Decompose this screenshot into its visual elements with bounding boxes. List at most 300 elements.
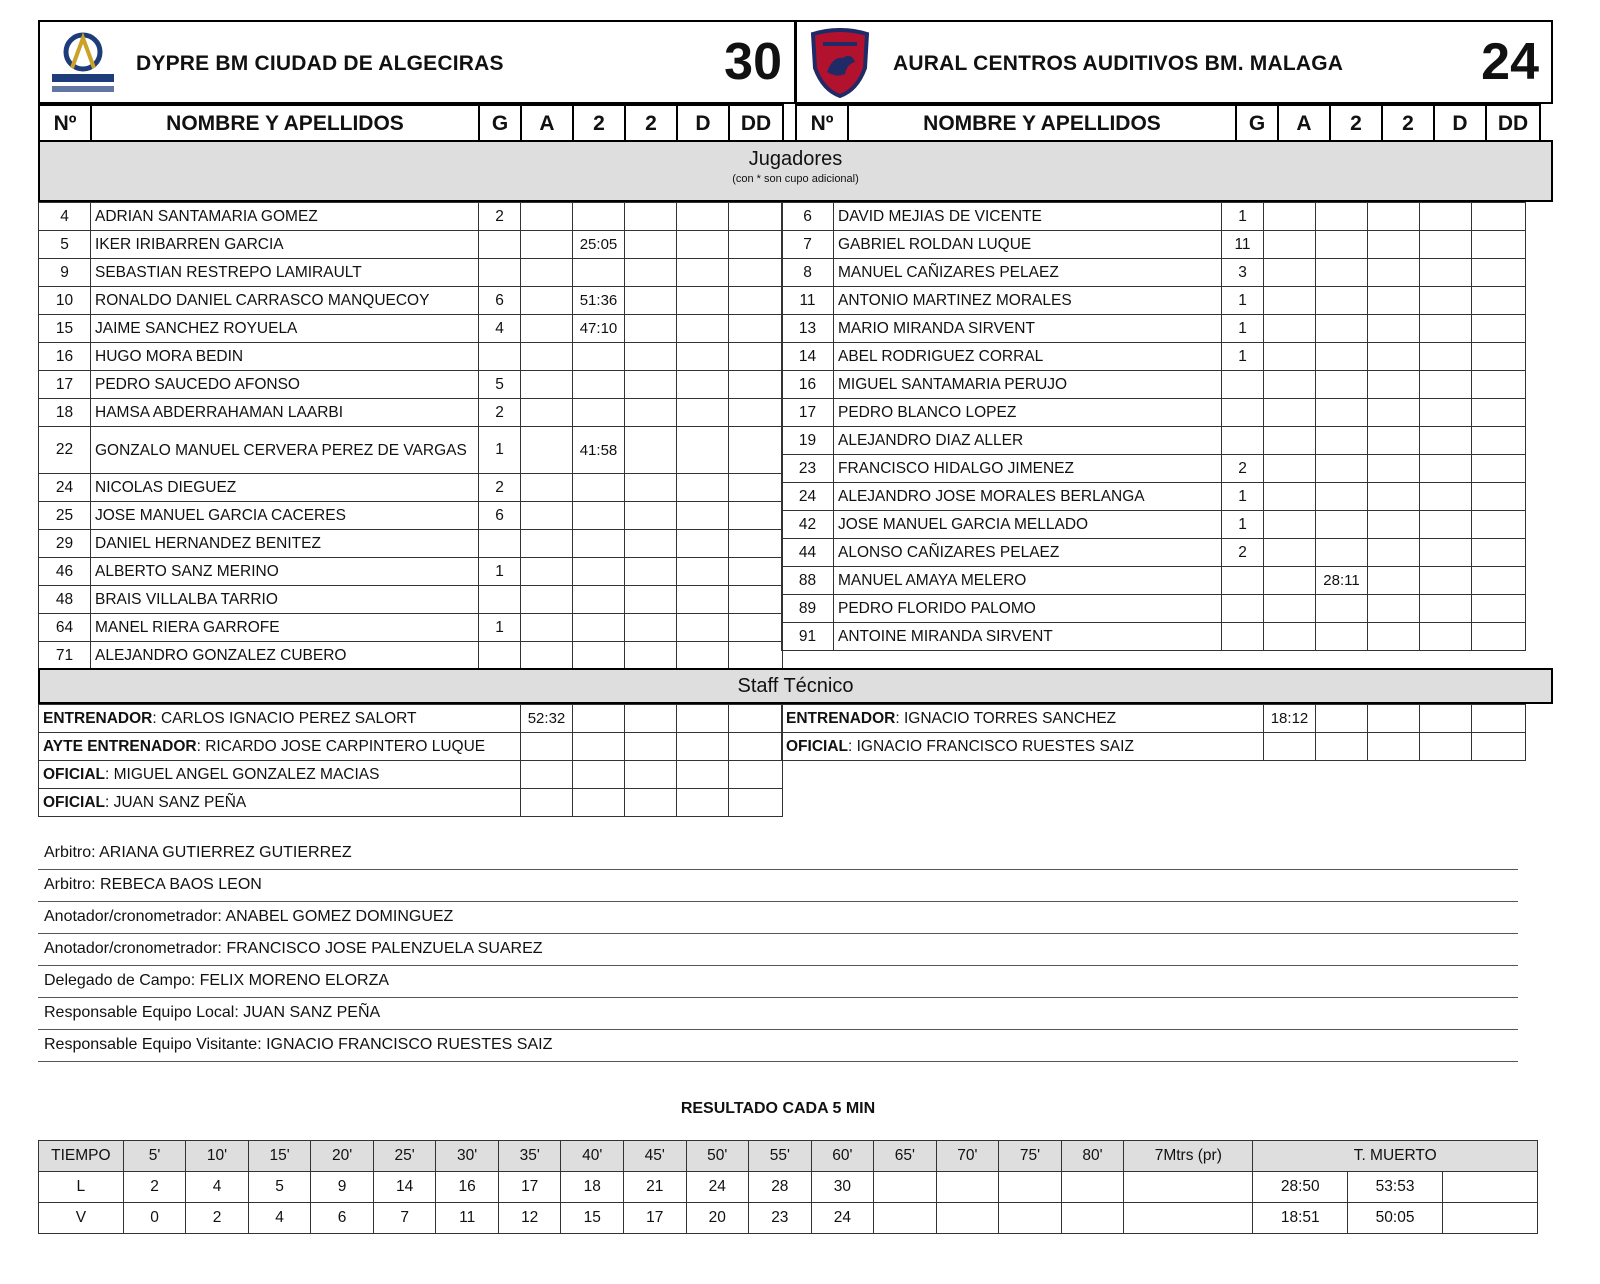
- player-suspension-1: [1316, 511, 1368, 539]
- officials-list: [38, 838, 1518, 1062]
- player-warning: [521, 371, 573, 399]
- player-row: [39, 399, 783, 427]
- player-suspension-1: [1316, 595, 1368, 623]
- player-name: MANUEL CAÑIZARES PELAEZ: [834, 259, 1222, 287]
- player-dq-report: [1472, 371, 1526, 399]
- player-warning: [521, 231, 573, 259]
- player-warning: [521, 642, 573, 670]
- player-name: ANTONIO MARTINEZ MORALES: [834, 287, 1222, 315]
- player-number: 25: [39, 502, 91, 530]
- player-dq-report: [729, 614, 783, 642]
- player-number: 14: [782, 343, 834, 371]
- staff-penalty-cell: [1316, 705, 1368, 733]
- col-d: D: [677, 105, 729, 143]
- col-dd: DD: [1486, 105, 1540, 143]
- player-name: PEDRO SAUCEDO AFONSO: [91, 371, 479, 399]
- staff-member: [39, 733, 521, 761]
- staff-role: ENTRENADOR: [43, 709, 153, 727]
- player-suspension-1: [1316, 371, 1368, 399]
- player-disqualification: [1420, 455, 1472, 483]
- col-dd: DD: [729, 105, 783, 143]
- player-dq-report: [729, 558, 783, 586]
- player-warning: [1264, 203, 1316, 231]
- player-number: 18: [39, 399, 91, 427]
- player-suspension-2: [1368, 315, 1420, 343]
- players-section-header: [38, 140, 1553, 202]
- player-number: 16: [782, 371, 834, 399]
- player-disqualification: [677, 203, 729, 231]
- results-row: [39, 1172, 1538, 1203]
- results-period-header: 35': [498, 1141, 561, 1172]
- player-disqualification: [1420, 315, 1472, 343]
- player-dq-report: [1472, 427, 1526, 455]
- player-suspension-1: [573, 530, 625, 558]
- results-title: RESULTADO CADA 5 MIN: [680, 1100, 876, 1117]
- player-warning: [521, 558, 573, 586]
- players-note: (con * son cupo adicional): [732, 173, 859, 185]
- results-score-cell: [936, 1203, 999, 1234]
- player-suspension-1: [1316, 623, 1368, 651]
- player-dq-report: [729, 586, 783, 614]
- home-staff-table: [38, 704, 783, 817]
- player-row: [39, 502, 783, 530]
- staff-name: : CARLOS IGNACIO PEREZ SALORT: [152, 709, 417, 727]
- player-dq-report: [1472, 623, 1526, 651]
- staff-section-header: Staff Técnico: [38, 668, 1553, 704]
- player-warning: [1264, 315, 1316, 343]
- player-name: ALEJANDRO GONZALEZ CUBERO: [91, 642, 479, 670]
- results-period-header: 5': [123, 1141, 186, 1172]
- results-team-label: L: [39, 1172, 124, 1203]
- player-suspension-1: [573, 502, 625, 530]
- staff-penalty-cell: [677, 761, 729, 789]
- results-period-header: 75': [999, 1141, 1062, 1172]
- player-suspension-1: [573, 259, 625, 287]
- player-row: [39, 343, 783, 371]
- results-score-cell: 5: [248, 1172, 311, 1203]
- player-disqualification: [1420, 343, 1472, 371]
- player-disqualification: [1420, 231, 1472, 259]
- col-g: G: [479, 105, 521, 143]
- player-number: 22: [39, 427, 91, 474]
- player-name: DAVID MEJIAS DE VICENTE: [834, 203, 1222, 231]
- player-goals: 6: [479, 502, 521, 530]
- results-score-cell: 15: [561, 1203, 624, 1234]
- player-goals: 5: [479, 371, 521, 399]
- player-suspension-2: [1368, 539, 1420, 567]
- player-suspension-2: [625, 642, 677, 670]
- player-warning: [521, 614, 573, 642]
- player-dq-report: [729, 642, 783, 670]
- player-disqualification: [1420, 567, 1472, 595]
- player-row: [39, 259, 783, 287]
- player-number: 46: [39, 558, 91, 586]
- results-period-header: 65': [874, 1141, 937, 1172]
- player-row: [39, 203, 783, 231]
- player-number: 89: [782, 595, 834, 623]
- player-number: 10: [39, 287, 91, 315]
- player-suspension-1: [573, 371, 625, 399]
- player-suspension-2: [1368, 343, 1420, 371]
- player-disqualification: [1420, 203, 1472, 231]
- player-goals: 3: [1222, 259, 1264, 287]
- player-number: 48: [39, 586, 91, 614]
- player-name: ALBERTO SANZ MERINO: [91, 558, 479, 586]
- player-row: [39, 474, 783, 502]
- results-score-cell: 11: [436, 1203, 499, 1234]
- player-disqualification: [1420, 427, 1472, 455]
- player-warning: [521, 343, 573, 371]
- player-goals: [1222, 623, 1264, 651]
- player-dq-report: [729, 502, 783, 530]
- player-goals: 1: [1222, 511, 1264, 539]
- player-disqualification: [677, 343, 729, 371]
- player-disqualification: [1420, 623, 1472, 651]
- player-dq-report: [1472, 483, 1526, 511]
- player-suspension-1: 47:10: [573, 315, 625, 343]
- player-row: [782, 399, 1526, 427]
- staff-warning: 18:12: [1264, 705, 1316, 733]
- results-row: [39, 1203, 1538, 1234]
- results-period-header: 40': [561, 1141, 624, 1172]
- player-row: [782, 623, 1526, 651]
- player-goals: 1: [479, 614, 521, 642]
- player-goals: 11: [1222, 231, 1264, 259]
- player-name: MARIO MIRANDA SIRVENT: [834, 315, 1222, 343]
- home-team-name: DYPRE BM CIUDAD DE ALGECIRAS: [136, 52, 504, 75]
- staff-role: OFICIAL: [43, 793, 105, 811]
- player-name: PEDRO FLORIDO PALOMO: [834, 595, 1222, 623]
- player-goals: [479, 530, 521, 558]
- staff-member: [39, 761, 521, 789]
- results-score-cell: [999, 1172, 1062, 1203]
- results-score-cell: 18: [561, 1172, 624, 1203]
- player-dq-report: [729, 231, 783, 259]
- staff-penalty-cell: [573, 733, 625, 761]
- player-number: 9: [39, 259, 91, 287]
- player-name: NICOLAS DIEGUEZ: [91, 474, 479, 502]
- staff-penalty-cell: [573, 705, 625, 733]
- player-warning: [1264, 539, 1316, 567]
- player-suspension-2: [1368, 511, 1420, 539]
- player-warning: [521, 502, 573, 530]
- player-suspension-1: [1316, 231, 1368, 259]
- player-disqualification: [677, 259, 729, 287]
- player-suspension-1: [573, 586, 625, 614]
- player-suspension-1: 51:36: [573, 287, 625, 315]
- official-line: Responsable Equipo Local: JUAN SANZ PEÑA: [38, 998, 1518, 1030]
- results-score-cell: [1124, 1203, 1253, 1234]
- player-row: [39, 287, 783, 315]
- player-disqualification: [677, 558, 729, 586]
- results-score-cell: 7: [373, 1203, 436, 1234]
- player-suspension-2: [1368, 427, 1420, 455]
- player-disqualification: [1420, 483, 1472, 511]
- player-number: 13: [782, 315, 834, 343]
- player-disqualification: [677, 502, 729, 530]
- player-goals: [1222, 399, 1264, 427]
- player-warning: [521, 427, 573, 474]
- player-suspension-1: [1316, 203, 1368, 231]
- player-number: 23: [782, 455, 834, 483]
- staff-penalty-cell: [625, 733, 677, 761]
- away-staff-table: [781, 704, 1526, 761]
- staff-penalty-cell: [1420, 733, 1472, 761]
- results-score-cell: 20: [686, 1203, 749, 1234]
- player-disqualification: [1420, 371, 1472, 399]
- staff-penalty-cell: [1472, 705, 1526, 733]
- staff-penalty-cell: [573, 761, 625, 789]
- staff-name: : RICARDO JOSE CARPINTERO LUQUE: [196, 737, 486, 755]
- col-2min-2: 2: [1382, 105, 1434, 143]
- player-goals: 4: [479, 315, 521, 343]
- results-period-header: 45': [623, 1141, 686, 1172]
- official-line: Delegado de Campo: FELIX MORENO ELORZA: [38, 966, 1518, 998]
- player-warning: [521, 315, 573, 343]
- results-score-cell: 16: [436, 1172, 499, 1203]
- staff-row: [39, 705, 783, 733]
- player-number: 17: [782, 399, 834, 427]
- player-warning: [1264, 595, 1316, 623]
- player-name: IKER IRIBARREN GARCIA: [91, 231, 479, 259]
- player-warning: [521, 586, 573, 614]
- player-number: 11: [782, 287, 834, 315]
- results-period-header: 70': [936, 1141, 999, 1172]
- player-warning: [521, 399, 573, 427]
- player-goals: [479, 259, 521, 287]
- results-score-cell: [1061, 1203, 1124, 1234]
- player-dq-report: [1472, 539, 1526, 567]
- player-dq-report: [729, 203, 783, 231]
- player-number: 4: [39, 203, 91, 231]
- player-number: 19: [782, 427, 834, 455]
- player-disqualification: [1420, 287, 1472, 315]
- results-table: [38, 1140, 1538, 1234]
- player-number: 7: [782, 231, 834, 259]
- player-dq-report: [1472, 259, 1526, 287]
- player-name: HAMSA ABDERRAHAMAN LAARBI: [91, 399, 479, 427]
- players-title: Jugadores: [748, 148, 843, 170]
- player-row: [782, 259, 1526, 287]
- player-warning: [1264, 455, 1316, 483]
- player-goals: 1: [479, 558, 521, 586]
- staff-penalty-cell: [625, 761, 677, 789]
- player-suspension-1: [573, 474, 625, 502]
- player-suspension-2: [625, 474, 677, 502]
- player-name: JOSE MANUEL GARCIA CACERES: [91, 502, 479, 530]
- results-timeout-cell: [1442, 1203, 1537, 1234]
- player-suspension-2: [1368, 455, 1420, 483]
- player-dq-report: [1472, 511, 1526, 539]
- player-name: JAIME SANCHEZ ROYUELA: [91, 315, 479, 343]
- player-suspension-2: [1368, 287, 1420, 315]
- player-name: MIGUEL SANTAMARIA PERUJO: [834, 371, 1222, 399]
- player-suspension-1: [1316, 399, 1368, 427]
- away-team-header: [795, 20, 1553, 104]
- player-disqualification: [677, 287, 729, 315]
- player-suspension-2: [1368, 623, 1420, 651]
- home-column-headers: [38, 104, 784, 144]
- player-goals: [479, 343, 521, 371]
- player-dq-report: [1472, 343, 1526, 371]
- player-number: 64: [39, 614, 91, 642]
- results-score-cell: 0: [123, 1203, 186, 1234]
- results-period-header: 80': [1061, 1141, 1124, 1172]
- player-suspension-1: [1316, 287, 1368, 315]
- player-disqualification: [1420, 399, 1472, 427]
- results-score-cell: [1124, 1172, 1253, 1203]
- staff-member: [39, 705, 521, 733]
- player-suspension-2: [625, 287, 677, 315]
- player-goals: 2: [479, 399, 521, 427]
- col-a: A: [1278, 105, 1330, 143]
- staff-row: [39, 761, 783, 789]
- player-number: 42: [782, 511, 834, 539]
- player-name: GONZALO MANUEL CERVERA PEREZ DE VARGAS: [91, 427, 479, 474]
- results-score-cell: [1061, 1172, 1124, 1203]
- player-disqualification: [1420, 511, 1472, 539]
- player-dq-report: [729, 474, 783, 502]
- away-team-name: AURAL CENTROS AUDITIVOS BM. MALAGA: [893, 52, 1344, 75]
- player-suspension-2: [1368, 259, 1420, 287]
- player-number: 16: [39, 343, 91, 371]
- player-warning: [1264, 483, 1316, 511]
- player-suspension-2: [1368, 567, 1420, 595]
- player-disqualification: [1420, 595, 1472, 623]
- staff-penalty-cell: [1420, 705, 1472, 733]
- player-goals: [1222, 371, 1264, 399]
- results-score-cell: 2: [123, 1172, 186, 1203]
- player-row: [782, 231, 1526, 259]
- player-goals: [479, 586, 521, 614]
- player-row: [39, 231, 783, 259]
- player-number: 71: [39, 642, 91, 670]
- results-score-cell: 17: [498, 1172, 561, 1203]
- player-number: 24: [782, 483, 834, 511]
- player-dq-report: [1472, 315, 1526, 343]
- results-period-header: 60': [811, 1141, 874, 1172]
- player-suspension-2: [625, 586, 677, 614]
- results-score-cell: [874, 1203, 937, 1234]
- player-suspension-2: [625, 502, 677, 530]
- results-time-header: TIEMPO: [39, 1141, 124, 1172]
- results-score-cell: 24: [686, 1172, 749, 1203]
- results-period-header: 10': [186, 1141, 249, 1172]
- results-score-cell: 14: [373, 1172, 436, 1203]
- player-suspension-2: [625, 427, 677, 474]
- player-suspension-2: [625, 530, 677, 558]
- results-period-header: 20': [311, 1141, 374, 1172]
- results-score-cell: 6: [311, 1203, 374, 1234]
- player-warning: [521, 287, 573, 315]
- player-suspension-1: [1316, 483, 1368, 511]
- player-suspension-1: [1316, 259, 1368, 287]
- player-number: 88: [782, 567, 834, 595]
- staff-penalty-cell: [573, 789, 625, 817]
- player-goals: 1: [1222, 343, 1264, 371]
- player-disqualification: [677, 231, 729, 259]
- player-goals: [479, 642, 521, 670]
- player-goals: 1: [1222, 483, 1264, 511]
- staff-warning: [1264, 733, 1316, 761]
- player-goals: 1: [479, 427, 521, 474]
- official-line: Arbitro: REBECA BAOS LEON: [38, 870, 1518, 902]
- col-num: Nº: [39, 105, 91, 143]
- results-timeout-cell: 53:53: [1348, 1172, 1443, 1203]
- player-disqualification: [677, 614, 729, 642]
- player-number: 44: [782, 539, 834, 567]
- player-warning: [1264, 567, 1316, 595]
- player-row: [39, 530, 783, 558]
- player-number: 17: [39, 371, 91, 399]
- player-row: [782, 483, 1526, 511]
- results-score-cell: 12: [498, 1203, 561, 1234]
- staff-penalty-cell: [677, 789, 729, 817]
- player-suspension-2: [625, 614, 677, 642]
- results-score-cell: 23: [749, 1203, 812, 1234]
- player-warning: [521, 530, 573, 558]
- player-disqualification: [677, 427, 729, 474]
- player-dq-report: [1472, 287, 1526, 315]
- results-score-cell: 9: [311, 1172, 374, 1203]
- results-period-header: 15': [248, 1141, 311, 1172]
- col-g: G: [1236, 105, 1278, 143]
- col-num: Nº: [796, 105, 848, 143]
- player-warning: [521, 203, 573, 231]
- home-team-header: [38, 20, 796, 104]
- player-dq-report: [1472, 399, 1526, 427]
- player-number: 8: [782, 259, 834, 287]
- player-row: [39, 315, 783, 343]
- staff-row: [39, 789, 783, 817]
- player-suspension-1: [573, 399, 625, 427]
- player-warning: [1264, 399, 1316, 427]
- player-goals: [1222, 595, 1264, 623]
- staff-penalty-cell: [729, 761, 783, 789]
- player-row: [39, 642, 783, 670]
- player-dq-report: [729, 371, 783, 399]
- player-dq-report: [729, 315, 783, 343]
- away-team-score: 24: [1481, 33, 1539, 91]
- player-suspension-1: [1316, 427, 1368, 455]
- player-goals: 2: [1222, 455, 1264, 483]
- staff-penalty-cell: [1368, 705, 1420, 733]
- player-dq-report: [729, 343, 783, 371]
- player-name: ALONSO CAÑIZARES PELAEZ: [834, 539, 1222, 567]
- col-name: NOMBRE Y APELLIDOS: [91, 105, 479, 143]
- player-name: SEBASTIAN RESTREPO LAMIRAULT: [91, 259, 479, 287]
- player-row: [39, 371, 783, 399]
- player-name: ALEJANDRO DIAZ ALLER: [834, 427, 1222, 455]
- player-row: [39, 614, 783, 642]
- results-score-cell: 17: [623, 1203, 686, 1234]
- results-score-cell: [999, 1203, 1062, 1234]
- player-suspension-1: 28:11: [1316, 567, 1368, 595]
- col-name: NOMBRE Y APELLIDOS: [848, 105, 1236, 143]
- player-name: BRAIS VILLALBA TARRIO: [91, 586, 479, 614]
- results-score-cell: 21: [623, 1172, 686, 1203]
- player-warning: [521, 474, 573, 502]
- player-name: GABRIEL ROLDAN LUQUE: [834, 231, 1222, 259]
- player-suspension-2: [625, 343, 677, 371]
- staff-role: OFICIAL: [43, 765, 105, 783]
- player-name: HUGO MORA BEDIN: [91, 343, 479, 371]
- away-roster-table: [781, 202, 1526, 651]
- staff-name: : MIGUEL ANGEL GONZALEZ MACIAS: [105, 765, 380, 783]
- player-number: 29: [39, 530, 91, 558]
- col-2min-1: 2: [1330, 105, 1382, 143]
- player-dq-report: [729, 399, 783, 427]
